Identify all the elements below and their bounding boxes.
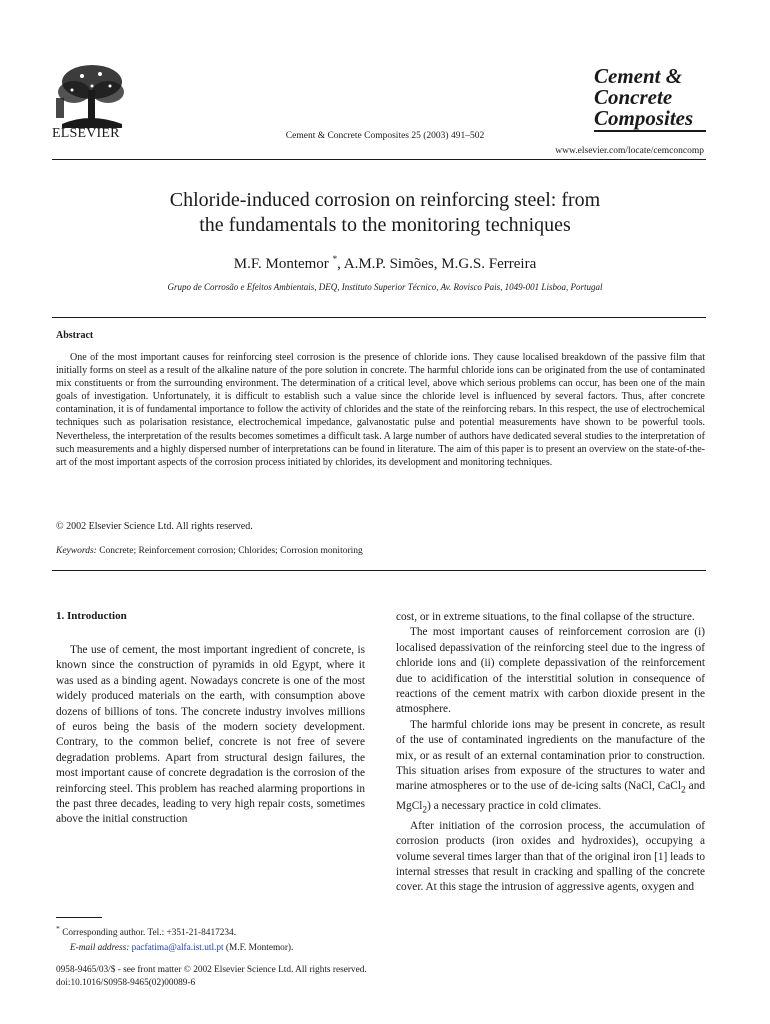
author-list <box>0 254 770 273</box>
intro-paragraph-3 <box>396 718 705 819</box>
doi-line[interactable]: doi:10.1016/S0958-9465(02)00089-6 <box>56 978 196 988</box>
p3-text-b: and MgCl <box>396 780 705 813</box>
affiliation: Grupo de Corrosão e Efeitos Ambientais, DEQ, Instituto Superior Técnico, Av. Rovisco Pais, 1049-001 Lisboa, Portugal <box>167 282 603 292</box>
email-owner: (M.F. Montemor). <box>225 943 294 954</box>
brand-line-3: Composites <box>594 106 694 130</box>
brand-underline <box>594 130 706 132</box>
email-link[interactable]: pacfatima@alfa.ist.utl.pt <box>131 943 224 954</box>
publisher-wordmark: ELSEVIER <box>52 126 120 141</box>
right-column <box>396 610 705 896</box>
page-footer <box>56 964 367 990</box>
subscript: 2 <box>680 785 686 796</box>
intro-continuation: cost, or in extreme situations, to the final collapse of the structure. <box>396 611 695 623</box>
title-line-2: the fundamentals to the monitoring techniques <box>199 214 571 236</box>
abstract-text: One of the most important causes for reinforcing steel corrosion is the presence of chloride ions. They cause localised breakdown of the passive film that initially forms on steel as a result of the alkaline nature of the pore solution in concrete. The harmful chloride ions can be originated from the use of contaminated mix constituents or from the surrounding environment. The determination of a critical level, above which serious problems can occur, has been one of the main goals of investigation. Unfortunately, it is difficult to establish such a value since the chloride level is influenced by several factors. Thus, after concrete contamination, it is of fundamental importance to follow the activity of chlorides and the state of the reinforcing rebars. In this respect, the use of electrochemical techniques such as polarisation resistance, electrochemical impedance, galvanostatic pulse and potential measurements have shown to be powerful tools. Nevertheless, the interpretation of the results becomes sometimes a difficult task. A large number of authors have dedicated several studies to the interpretation of such measurements and a highly dispersed number of interpretations can be found in literature. The aim of this paper is to present an overview on the state-of-the-art of the most important aspects of the corrosion process initiated by chlorides, its development and monitoring techniques. <box>56 352 705 468</box>
issn-line: 0958-9465/03/$ - see front matter © 2002 Elsevier Science Ltd. All rights reserved. <box>56 965 367 975</box>
coauthors: , A.M.P. Simões, M.G.S. Ferreira <box>337 256 537 272</box>
email-label: E-mail address: <box>70 943 130 954</box>
copyright-notice: © 2002 Elsevier Science Ltd. All rights reserved. <box>56 521 253 532</box>
abstract-divider <box>52 317 706 318</box>
keywords <box>56 546 363 556</box>
p3-text-c: ) a necessary practice in cold climates. <box>427 800 602 813</box>
keywords-list: Concrete; Reinforcement corrosion; Chlorides; Corrosion monitoring <box>99 546 363 556</box>
corresponding-text: Corresponding author. Tel.: +351-21-8417234. <box>62 928 237 939</box>
title-line-1: Chloride-induced corrosion on reinforcing steel: from <box>169 189 601 211</box>
subscript: 2 <box>422 805 428 816</box>
section-heading: 1. Introduction <box>56 610 127 622</box>
brand-line-1: Cement & <box>594 64 683 88</box>
body-divider <box>52 570 706 571</box>
abstract-heading: Abstract <box>56 330 94 341</box>
journal-website-link[interactable]: www.elsevier.com/locate/cemconcomp <box>555 146 704 156</box>
keywords-label: Keywords: <box>56 546 97 556</box>
abstract-body <box>56 351 705 469</box>
article-title <box>0 188 770 238</box>
journal-reference: Cement & Concrete Composites 25 (2003) 491–502 <box>285 131 485 141</box>
email-note <box>56 941 376 956</box>
brand-line-2: Concrete <box>594 85 673 109</box>
left-column <box>56 643 365 828</box>
footnote <box>56 921 376 956</box>
author-name: M.F. Montemor <box>233 256 329 272</box>
corresponding-mark[interactable]: * <box>332 254 338 264</box>
journal-brand <box>594 66 714 129</box>
p3-text-a: The harmful chloride ions may be present in concrete, as result of the use of contaminated ingredients on the manufacture of the mix, or as result of an external contamination prior to construction. This situation arises from exposure of the structures to water and marine atmospheres or to the use of de-icing salts (NaCl, CaCl <box>396 718 705 793</box>
intro-paragraph-2: The most important causes of reinforcement corrosion are (i) localised depassivation of the reinforcing steel due to the ingress of chloride ions and (ii) complete depassivation of the reinforcement due to acidification of the interstitial solution in consequence of reactions of the cement matrix with carbon dioxide present in the atmosphere. <box>396 626 705 716</box>
intro-paragraph-1: The use of cement, the most important ingredient of concrete, is known since the construction of pyramids in old Egypt, where it was used as a binding agent. Nowadays concrete is one of the most widely produced materials on the earth, with consumption above dozens of billions of tons. The concrete industry involves millions of euros being the basis of the modern society development. Contrary, to the common belief, concrete is not free of severe degradation problems. Apart from structural design failures, the most important cause of concrete degradation is the corrosion of the reinforcing steel. This problem has reached alarming proportions in the past three decades, leading to very high repair costs, sometimes above the initial construction <box>56 644 365 826</box>
corresponding-author-note <box>56 921 376 941</box>
footnote-divider <box>56 917 102 918</box>
header-divider <box>52 159 706 160</box>
intro-paragraph-4: After initiation of the corrosion process, the accumulation of corrosion products (iron oxides and hydroxides), occupying a volume several times larger than that of the original iron [1] leads to internal stresses that result in cracking and spalling of the concrete cover. At this stage the intrusion of aggressive agents, oxygen and <box>396 819 705 894</box>
footnote-mark: * <box>56 924 60 933</box>
